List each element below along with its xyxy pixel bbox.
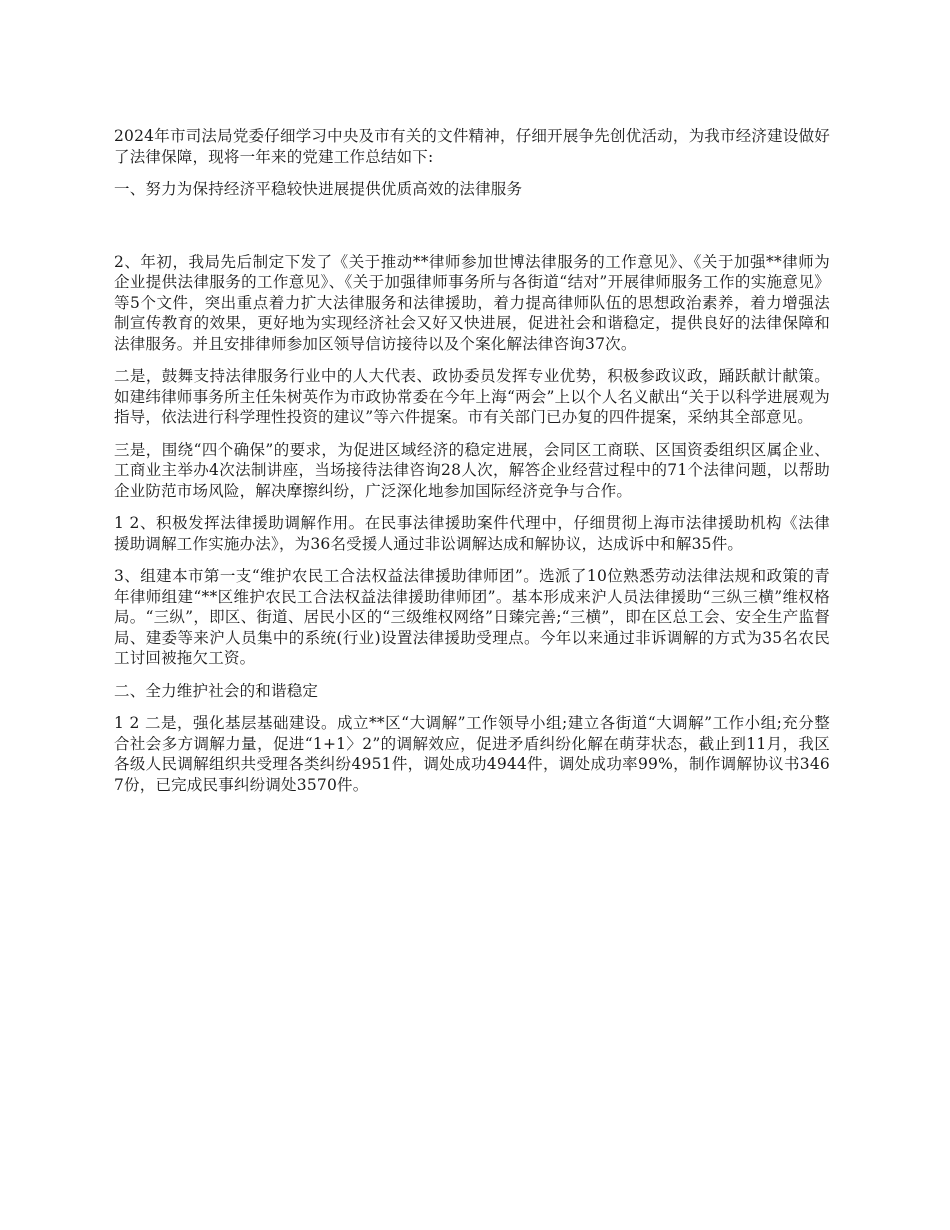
paragraph-grassroots: 1 2 二是，强化基层基础建设。成立**区“大调解”工作领导小组;建立各街道“大调解”工作小组;充分整合社会多方调解力量，促进“1+1〉2”的调解效应，促进矛盾纠纷化解在萌芽状态，截止到11月，我区各级人民调解组织共受理各类纠纷4951件，调处成功4944件，调处成功率99%，制作调解协议书3467份，已完成民事纠纷调处3570件。 (114, 714, 830, 794)
paragraph-point-two: 二是，鼓舞支持法律服务行业中的人大代表、政协委员发挥专业优势，积极参政议政，踊跃献计献策。如建纬律师事务所主任朱树英作为市政协常委在今年上海“两会”上以个人名义献出“关于以科学进展观为指导，依法进行科学理性投资的建议”等六件提案。市有关部门已办复的四件提案，采纳其全部意见。 (114, 367, 830, 426)
paragraph-point-three: 三是，围绕“四个确保”的要求，为促进区域经济的稳定进展，会同区工商联、区国资委组织区属企业、工商业主举办4次法制讲座，当场接待法律咨询28人次，解答企业经营过程中的71个法律问题，以帮助企业防范市场风险，解决摩擦纠纷，广泛深化地参加国际经济竞争与合作。 (114, 440, 830, 500)
paragraph-item-2: 2、年初，我局先后制定下发了《关于推动**律师参加世博法律服务的工作意见》、《关于加强**律师为企业提供法律服务的工作意见》、《关于加强律师事务所与各街道“结对”开展律师服务工作的实施意见》等5个文件，突出重点着力扩大法律服务和法律援助，着力提高律师队伍的思想政治素养，着力增强法制宣传教育的效果，更好地为实现经济社会又好又快进展，促进社会和谐稳定，提供良好的法律保障和法律服务。并且安排律师参加区领导信访接待以及个案化解法律咨询37次。 (114, 252, 830, 353)
paragraph-legal-aid-mediation: 1 2、积极发挥法律援助调解作用。在民事法律援助案件代理中，仔细贯彻上海市法律援助机构《法律援助调解工作实施办法》，为36名受援人通过非讼调解达成和解协议，达成诉中和解35件。 (114, 514, 830, 553)
intro-paragraph: 2024年市司法局党委仔细学习中央及市有关的文件精神，仔细开展争先创优活动，为我市经济建设做好了法律保障，现将一年来的党建工作总结如下: (114, 127, 830, 166)
paragraph-lawyer-group: 3、组建本市第一支“维护农民工合法权益法律援助律师团”。选派了10位熟悉劳动法律法规和政策的青年律师组建“**区维护农民工合法权益法律援助律师团”。基本形成来沪人员法律援助“三纵三横”维权格局。“三纵”，即区、街道、居民小区的“三级维权网络”日臻完善;“三横”，即在区总工会、安全生产监督局、建委等来沪人员集中的系统(行业)设置法律援助受理点。今年以来通过非诉调解的方式为35名农民工讨回被拖欠工资。 (114, 567, 830, 667)
document-body (114, 126, 830, 795)
section-heading-1: 一、努力为保持经济平稳较快进展提供优质高效的法律服务 (114, 180, 523, 198)
section-heading-2: 二、全力维护社会的和谐稳定 (114, 681, 319, 700)
